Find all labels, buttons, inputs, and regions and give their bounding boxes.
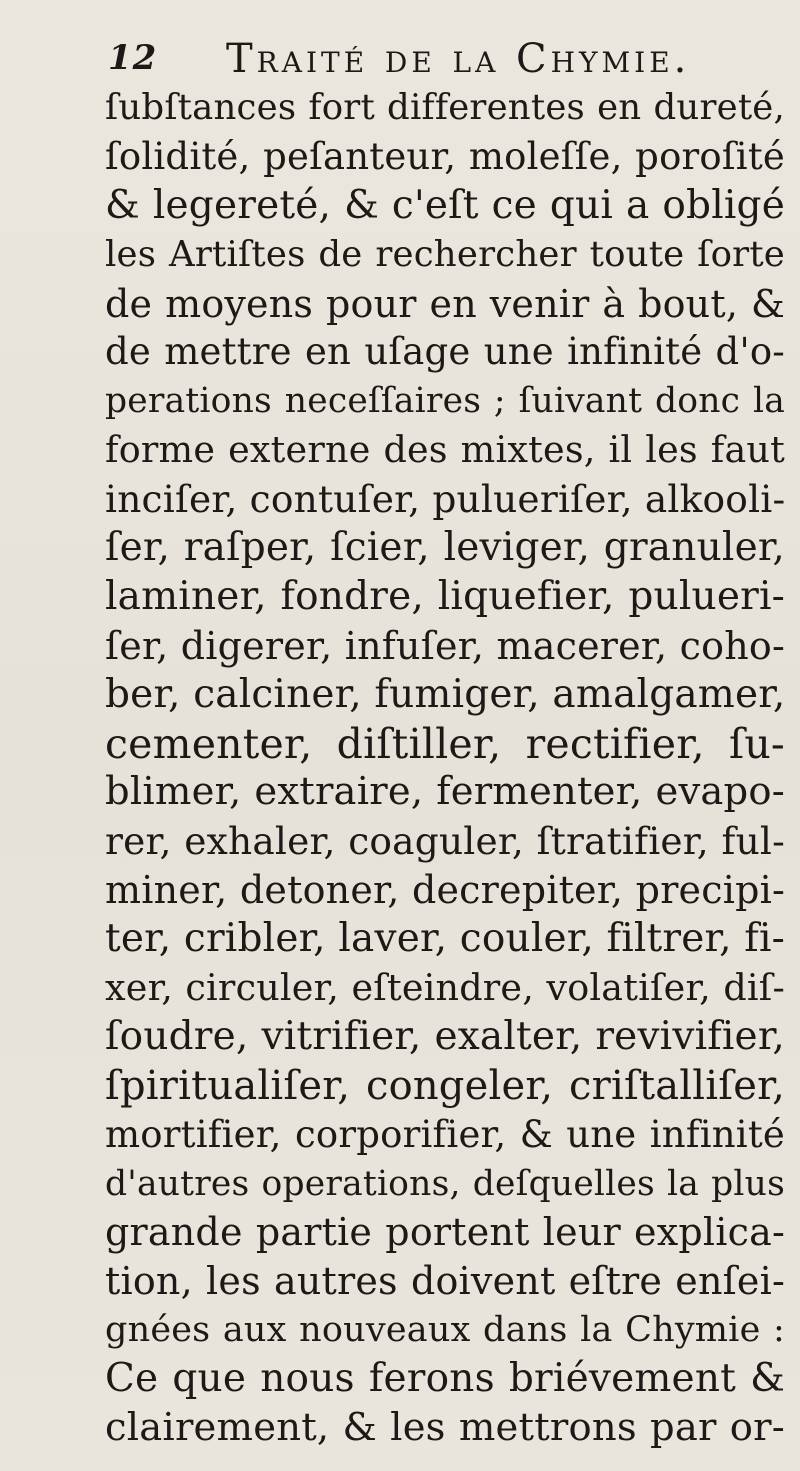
text-line: ſer, raſper, ſcier, leviger, granuler, [105,525,785,571]
text-line: mortifier, corporifier, & une infinité [105,1112,785,1156]
text-line: cementer, diſtiller, rectifier, ſu- [105,719,785,768]
text-line: ter, cribler, laver, couler, filtrer, fi- [105,916,785,962]
text-line: d'autres operations, deſquelles la plus [105,1163,785,1204]
text-line: Ce que nous ferons briévement & [105,1356,785,1402]
text-line: xer, circuler, eſteindre, volatiſer, diſ- [105,966,785,1010]
text-line: grande partie portent leur explica- [105,1210,785,1255]
text-line: ſubſtances fort differentes en dureté, [105,87,785,128]
text-line: inciſer, contuſer, pulueriſer, alkooli- [105,477,785,522]
text-line: ſoudre, vitrifier, exalter, revivifier, [105,1013,785,1059]
text-line: gnées aux nouveaux dans la Chymie : [105,1310,785,1351]
text-line: forme externe des mixtes, il les faut [105,428,785,472]
text-line: ſpiritualiſer, congeler, criſtalliſer, [105,1062,785,1109]
text-line: perations neceſſaires ; ſuivant donc la [105,381,785,422]
text-line: ber, calciner, fumiger, amalgamer, [105,671,785,717]
text-line: ſolidité, peſanteur, moleſſe, poroſité [105,134,785,178]
page-header [108,28,788,84]
text-line: tion, les autres doivent eſtre enſei- [105,1259,785,1304]
running-title: Traité de la Chymie. [226,36,691,82]
text-line: de moyens pour en venir à bout, & [105,281,785,326]
text-line: ſer, digerer, infuſer, macerer, coho- [105,623,785,668]
text-line: blimer, extraire, fermenter, evapo- [105,769,785,815]
text-line: laminer, fondre, liquefier, pulueri- [105,573,785,619]
text-line: rer, exhaler, coaguler, ſtratifier, ful- [105,819,785,864]
body-text [105,84,785,1453]
text-line: les Artiſtes de rechercher toute ſorte [105,233,785,275]
text-line: miner, detoner, decrepiter, precipi- [105,868,785,913]
page-number: 12 [108,38,158,78]
text-line: de mettre en uſage une infinité d'o- [105,330,785,374]
text-line: & legereté, & c'eſt ce qui a obligé [105,182,785,228]
text-line: clairement, & les mettrons par or- [105,1405,785,1451]
